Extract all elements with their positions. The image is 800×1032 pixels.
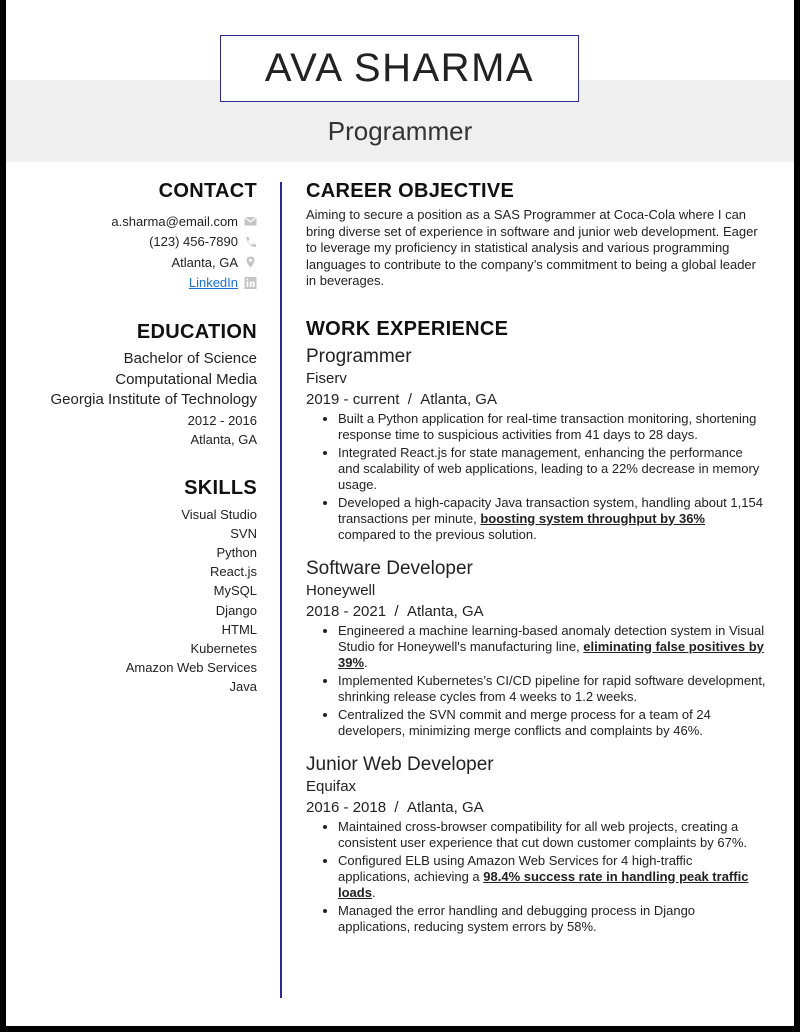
skill-item: MySQL xyxy=(213,583,257,599)
skill-item: Visual Studio xyxy=(181,506,257,522)
job-entry xyxy=(306,753,766,935)
resume-page xyxy=(6,0,794,1026)
job-bullets xyxy=(306,819,766,935)
bullet-text: Integrated React.js for state management, enhancing the performance and scalability of web applications, leading to a 22% decrease in memory usage. xyxy=(338,444,760,492)
linkedin-icon xyxy=(244,277,257,289)
jobs-list xyxy=(306,345,766,935)
job-location: Atlanta, GA xyxy=(406,602,484,620)
skill-item: Django xyxy=(215,602,257,618)
skill-item: Java xyxy=(229,679,257,695)
skills-heading: SKILLS xyxy=(184,476,257,499)
education-heading: EDUCATION xyxy=(136,321,257,343)
candidate-name: AVA SHARMA xyxy=(264,46,535,90)
bullet-text: Maintained cross-browser compatibility for all web projects, creating a consistent user experience that cut down customer complaints by 67%. xyxy=(338,818,747,850)
skill-item: Amazon Web Services xyxy=(125,660,257,676)
job-title-heading: Programmer xyxy=(327,116,473,146)
contact-email xyxy=(6,211,257,232)
experience-heading: WORK EXPERIENCE xyxy=(306,317,509,340)
right-column xyxy=(306,180,766,937)
major: Computational Media xyxy=(115,370,257,388)
bullet-text: Implemented Kubernetes’s CI/CD pipeline for rapid software development, shrinking release cycles from 4 weeks to 1.2 weeks. xyxy=(338,672,766,704)
job-company: Equifax xyxy=(306,777,357,795)
skill-item: Kubernetes xyxy=(190,640,257,656)
job-title: Junior Web Developer xyxy=(306,753,494,775)
objective-heading: CAREER OBJECTIVE xyxy=(306,180,515,202)
skill-item: HTML xyxy=(221,621,257,637)
name-box xyxy=(220,35,579,102)
job-dates-location xyxy=(306,601,766,623)
bullet-text: Built a Python application for real-time transaction monitoring, shortening response time to suspicious activities from 41 days to 28 days. xyxy=(338,410,757,442)
bullet-text: Developed a high-capacity Java transaction system, handling about 1,154 transactions per minute, xyxy=(338,494,763,526)
bullet-text: Managed the error handling and debugging process in Django applications, reducing system errors by 58%. xyxy=(338,902,696,934)
skill-item: Python xyxy=(216,544,257,560)
job-entry xyxy=(306,557,766,739)
job-dates: 2019 - current xyxy=(306,390,400,408)
bullet-text-after: . xyxy=(364,654,368,670)
envelope-icon xyxy=(244,215,257,227)
skill-item: SVN xyxy=(230,525,257,541)
bullet-text-after: compared to the previous solution. xyxy=(338,526,537,542)
column-divider xyxy=(280,182,282,998)
contact-heading: CONTACT xyxy=(158,180,257,202)
bullet-text-after: . xyxy=(371,884,376,900)
job-location: Atlanta, GA xyxy=(420,390,497,408)
objective-text: Aiming to secure a position as a SAS Programmer at Coca-Cola where I can bring diverse set of experience in software and junior web development. Eager to leverage my proficiency in statistical analysis and various programming languages to contribute to the company’s commitment to being a global leader in beverages. xyxy=(306,207,758,288)
bullet-text: Centralized the SVN commit and merge process for a team of 24 developers, minimizing merge conflicts and complaints by 46%. xyxy=(338,706,711,738)
job-entry xyxy=(306,345,766,543)
bullet-item xyxy=(338,673,766,705)
phone-icon xyxy=(244,236,257,248)
left-column xyxy=(6,180,257,697)
separator: / xyxy=(407,390,412,408)
bullet-text: Configured ELB using Amazon Web Services for 4 high-traffic applications, achieving a xyxy=(338,852,693,884)
skills-list xyxy=(6,505,257,697)
map-pin-icon xyxy=(244,256,257,268)
bullet-item xyxy=(338,819,766,851)
contact-location xyxy=(6,252,257,273)
separator: / xyxy=(394,602,399,620)
linkedin-link[interactable]: LinkedIn xyxy=(188,275,238,291)
job-dates-location xyxy=(306,389,766,411)
bullet-highlight: eliminating false positives by 39% xyxy=(338,638,764,670)
job-bullets xyxy=(306,411,766,543)
education-location: Atlanta, GA xyxy=(190,431,257,447)
separator: / xyxy=(394,798,399,816)
job-dates-location xyxy=(306,797,766,819)
job-title: Programmer xyxy=(306,345,412,367)
job-dates: 2018 - 2021 xyxy=(306,602,387,620)
job-dates: 2016 - 2018 xyxy=(306,798,387,816)
degree: Bachelor of Science xyxy=(123,350,257,367)
bullet-item xyxy=(338,903,766,935)
contact-linkedin xyxy=(6,273,257,294)
email-text: a.sharma@email.com xyxy=(111,213,238,229)
bullet-item xyxy=(338,445,766,493)
phone-text: (123) 456-7890 xyxy=(149,234,238,250)
job-company: Fiserv xyxy=(306,369,347,387)
education-years: 2012 - 2016 xyxy=(187,412,257,428)
school: Georgia Institute of Technology xyxy=(50,391,257,408)
job-title: Software Developer xyxy=(306,557,473,579)
location-text: Atlanta, GA xyxy=(171,254,238,270)
bullet-text: Engineered a machine learning-based anomaly detection system in Visual Studio for Honeywell's manufacturing line, xyxy=(338,622,765,654)
bullet-item xyxy=(338,853,766,901)
bullet-highlight: boosting system throughput by 36% xyxy=(480,510,705,526)
job-location: Atlanta, GA xyxy=(406,798,484,816)
bullet-item xyxy=(338,623,766,671)
job-bullets xyxy=(306,623,766,739)
job-company: Honeywell xyxy=(306,581,376,599)
bullet-item xyxy=(338,707,766,739)
contact-phone xyxy=(6,232,257,253)
bullet-item xyxy=(338,495,766,543)
skill-item: React.js xyxy=(210,564,257,580)
bullet-item xyxy=(338,411,766,443)
bullet-highlight: 98.4% success rate in handling peak traffic loads xyxy=(338,868,749,900)
